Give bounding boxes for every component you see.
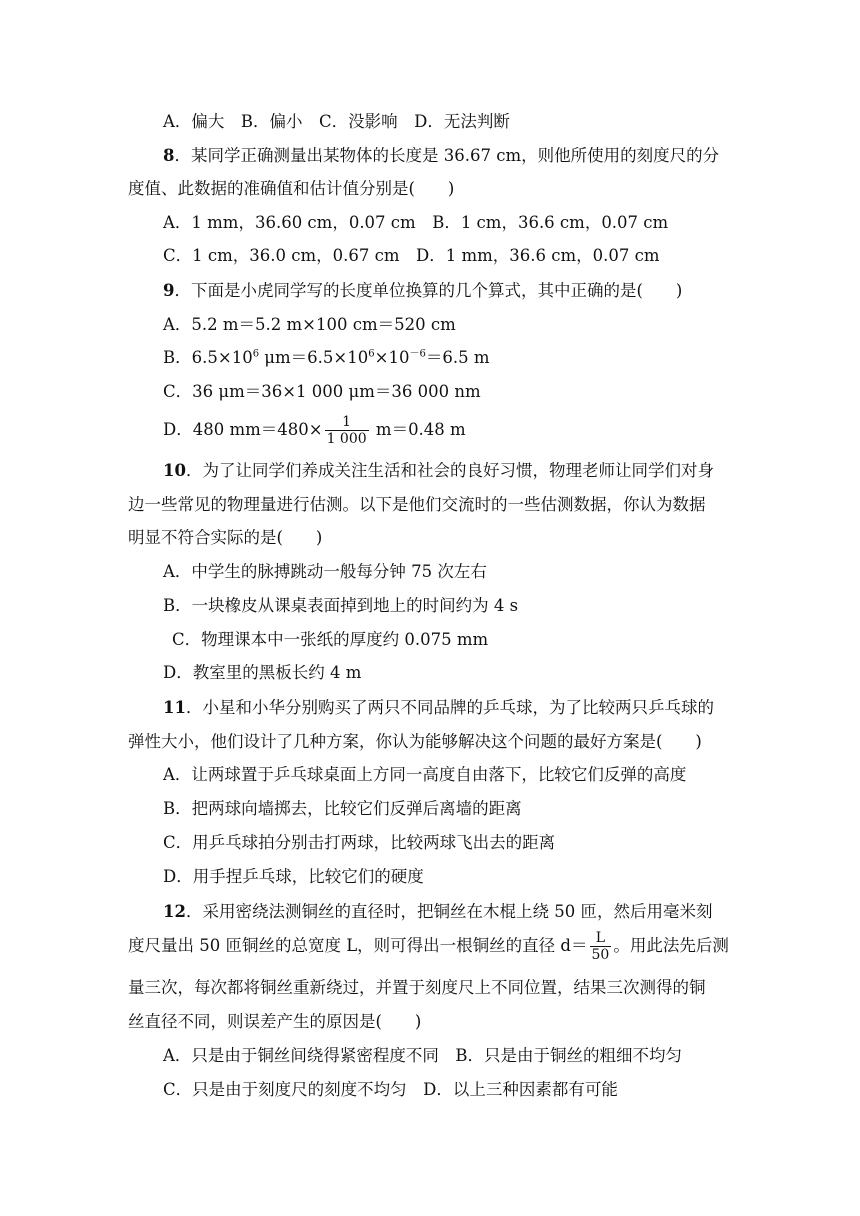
- q9-stem-text: ．下面是小虎同学写的长度单位换算的几个算式，其中正确的是( ): [174, 281, 683, 300]
- q11-option-d: D．用手捏乒乓球，比较它们的硬度: [163, 867, 424, 886]
- q12-stem-line-2: [128, 928, 729, 964]
- q12-fraction: [590, 930, 612, 963]
- q9-stem: [163, 280, 682, 302]
- q12-options-cd: C．只是由于刻度尺的刻度不均匀 D．以上三种因素都有可能: [163, 1080, 618, 1099]
- q11-stem-line-2: 弹性大小，他们设计了几种方案，你认为能够解决这个问题的最好方案是( ): [128, 732, 702, 751]
- q10-option-a: A．中学生的脉搏跳动一般每分钟 75 次左右: [163, 562, 487, 581]
- q9-option-d-fraction: [325, 414, 369, 447]
- q9-option-d-pre: D．480 mm＝480×: [163, 420, 323, 439]
- q7-options: A．偏大 B．偏小 C．没影响 D．无法判断: [163, 112, 510, 131]
- q9-option-d-post: m＝0.48 m: [370, 420, 466, 439]
- q8-stem-line-1: [163, 145, 719, 167]
- q12-stem-text-2-post: 。用此法先后测: [613, 936, 729, 955]
- q12-stem-line-4: 丝直径不同，则误差产生的原因是( ): [128, 1012, 422, 1031]
- q9-option-b-part1: B．6.5×10: [163, 348, 253, 367]
- q12-number: 12: [163, 902, 186, 921]
- q9-option-b-part3: ×10: [374, 348, 410, 367]
- q12-stem-line-1: [163, 901, 712, 923]
- q8-options-cd: C．1 cm，36.0 cm，0.67 cm D．1 mm，36.6 cm，0.07 cm: [163, 246, 660, 265]
- q9-option-a: A．5.2 m＝5.2 m×100 cm＝520 cm: [163, 315, 456, 334]
- q8-stem-line-2: 度值、此数据的准确值和估计值分别是( ): [128, 179, 455, 198]
- q11-stem-line-1: [163, 697, 714, 719]
- q12-stem-line-3: 量三次，每次都将铜丝重新绕过，并置于刻度尺上不同位置，结果三次测得的铜: [128, 978, 706, 997]
- q12-stem-text-2-pre: 度尺量出 50 匝铜丝的总宽度 L，则可得出一根铜丝的直径 d＝: [128, 936, 588, 955]
- q10-stem-line-3: 明显不符合实际的是( ): [128, 528, 323, 547]
- fraction-numerator: 1: [325, 414, 369, 431]
- q10-option-d: D．教室里的黑板长约 4 m: [163, 663, 362, 682]
- q12-stem-text-1: ．采用密绕法测铜丝的直径时，把铜丝在木棍上绕 50 匝，然后用毫米刻: [185, 902, 713, 921]
- q11-option-c: C．用乒乓球拍分别击打两球，比较两球飞出去的距离: [163, 833, 556, 852]
- q8-options-ab: A．1 mm，36.60 cm，0.07 cm B．1 cm，36.6 cm，0.07 cm: [163, 213, 669, 232]
- q8-number: 8: [163, 146, 175, 165]
- fraction-numerator: L: [590, 930, 612, 947]
- q10-stem-line-2: 边一些常见的物理量进行估测。以下是他们交流时的一些估测数据，你认为数据: [128, 495, 706, 514]
- fraction-denominator: 50: [591, 947, 610, 963]
- q9-option-b: [163, 347, 489, 369]
- q10-stem-text-1: ．为了让同学们养成关注生活和社会的良好习惯，物理老师让同学们对身: [185, 461, 714, 480]
- q10-number: 10: [163, 461, 186, 480]
- q12-options-ab: A．只是由于铜丝间绕得紧密程度不同 B．只是由于铜丝的粗细不均匀: [163, 1046, 683, 1065]
- q9-option-b-part2: μm＝6.5×10: [259, 348, 369, 367]
- fraction-denominator: 1 000: [326, 431, 367, 447]
- q11-stem-text-1: ．小星和小华分别购买了两只不同品牌的乒乓球，为了比较两只乒乓球的: [185, 698, 714, 717]
- q9-option-c: C．36 μm＝36×1 000 μm＝36 000 nm: [163, 382, 481, 401]
- q9-option-b-part4: ＝6.5 m: [425, 348, 490, 367]
- q10-stem-line-1: [163, 460, 714, 482]
- q11-option-b: B．把两球向墙掷去，比较它们反弹后离墙的距离: [163, 799, 522, 818]
- q9-number: 9: [163, 281, 175, 300]
- q10-option-b: B．一块橡皮从课桌表面掉到地上的时间约为 4 s: [163, 596, 519, 615]
- q8-stem-text-1: ．某同学正确测量出某物体的长度是 36.67 cm，则他所使用的刻度尺的分: [174, 146, 720, 165]
- q9-option-b-exp3: －6: [409, 348, 426, 360]
- q11-option-a: A．让两球置于乒乓球桌面上方同一高度自由落下，比较它们反弹的高度: [163, 765, 687, 784]
- q9-option-b-exp1: 6: [252, 348, 260, 360]
- q9-option-d: [163, 412, 466, 448]
- q11-number: 11: [163, 698, 186, 717]
- q9-option-b-exp2: 6: [368, 348, 375, 360]
- q10-option-c: C．物理课本中一张纸的厚度约 0.075 mm: [172, 630, 489, 649]
